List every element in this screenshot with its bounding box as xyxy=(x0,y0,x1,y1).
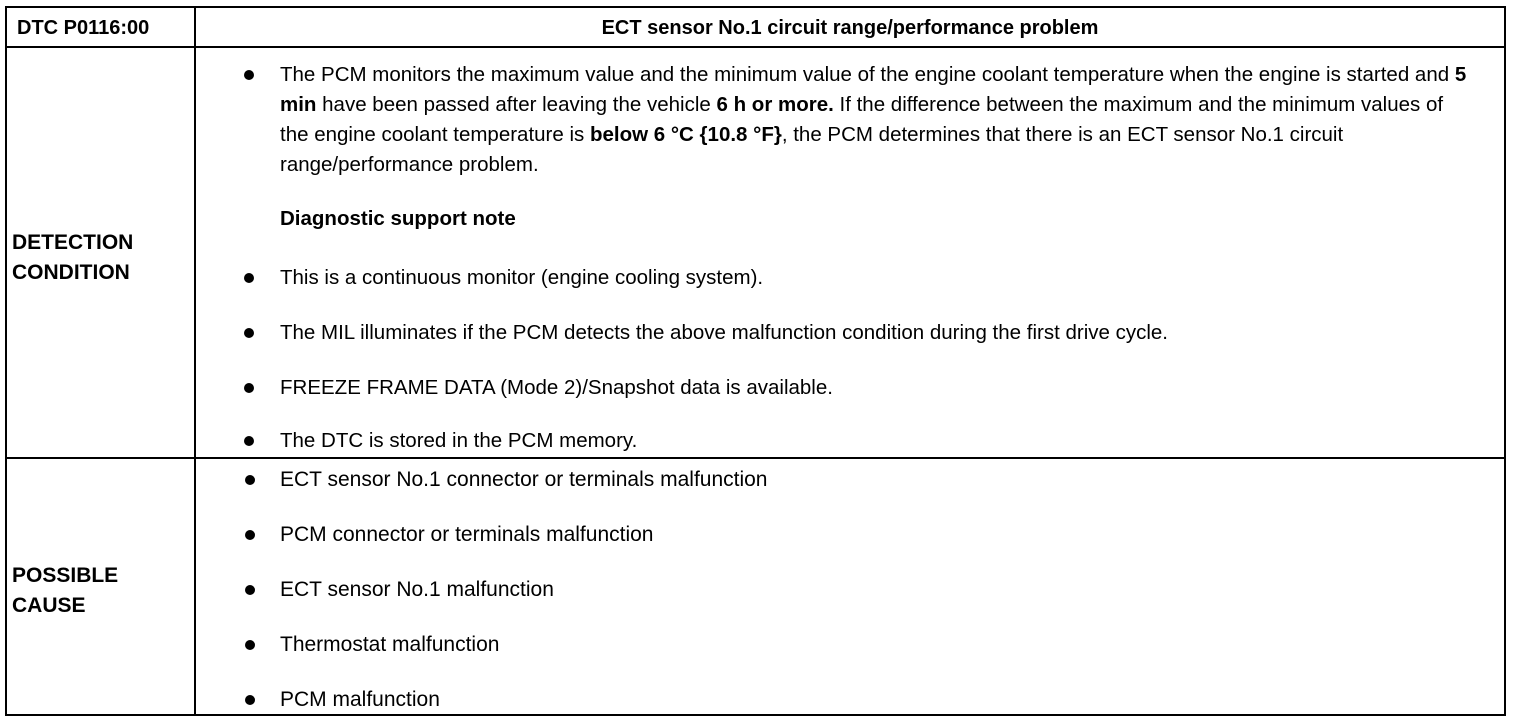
cause-label-line1: POSSIBLE xyxy=(12,564,119,587)
detection-label-cell xyxy=(7,48,196,457)
cause-item xyxy=(280,575,554,605)
cause-label xyxy=(12,561,118,621)
bullet-dot-icon xyxy=(244,70,254,80)
note-text: This is a continuous monitor (engine cooling system). xyxy=(280,266,764,289)
note-item xyxy=(280,426,1484,456)
main-text-bold-3: below 6 °C {10.8 °F} xyxy=(589,123,782,146)
bullet-dot-icon xyxy=(244,273,254,283)
detection-label xyxy=(12,228,133,288)
note-item xyxy=(280,318,1484,348)
dtc-title: ECT sensor No.1 circuit range/performance problem xyxy=(601,17,1099,39)
diagnostic-support-note-heading: Diagnostic support note xyxy=(280,207,516,230)
bullet-dot-icon xyxy=(245,585,255,595)
bullet-dot-icon xyxy=(245,640,255,650)
note-item xyxy=(280,263,1484,293)
cause-item xyxy=(280,685,440,715)
bullet-dot-icon xyxy=(244,328,254,338)
cause-item xyxy=(280,465,768,495)
note-text: The DTC is stored in the PCM memory. xyxy=(280,429,638,452)
main-text-part-4: , the PCM determines that there is an ECT sensor No.1 circuit range/performance problem. xyxy=(280,123,1344,176)
cause-text: ECT sensor No.1 connector or terminals malfunction xyxy=(280,468,768,491)
note-text: FREEZE FRAME DATA (Mode 2)/Snapshot data is available. xyxy=(280,376,833,399)
cause-label-cell xyxy=(7,459,196,714)
cause-text: PCM malfunction xyxy=(280,688,440,711)
dtc-code-cell xyxy=(7,8,196,46)
cause-text: ECT sensor No.1 malfunction xyxy=(280,578,554,601)
dtc-code: DTC P0116:00 xyxy=(17,17,150,39)
main-text-bold-1: 5 min xyxy=(280,63,1467,116)
note-item xyxy=(280,373,1484,403)
cause-item xyxy=(280,520,653,550)
dtc-title-cell xyxy=(196,8,1504,46)
cause-text: Thermostat malfunction xyxy=(280,633,500,656)
main-text-bold-2: 6 h or more. xyxy=(716,93,834,116)
cause-text: PCM connector or terminals malfunction xyxy=(280,523,654,546)
detection-content-cell xyxy=(196,48,1504,457)
cause-label-line2: CAUSE xyxy=(12,594,86,617)
bullet-dot-icon xyxy=(244,383,254,393)
detection-label-line2: CONDITION xyxy=(12,261,130,284)
possible-cause-row xyxy=(7,459,1504,714)
detection-label-line1: DETECTION xyxy=(12,231,134,254)
bullet-dot-icon xyxy=(245,475,255,485)
bullet-dot-icon xyxy=(245,530,255,540)
detection-condition-row xyxy=(7,48,1504,459)
header-row xyxy=(7,8,1504,48)
detection-main-bullet xyxy=(280,60,1476,180)
main-text-part-2: have been passed after leaving the vehicle xyxy=(316,93,717,116)
bullet-dot-icon xyxy=(244,436,254,446)
dtc-table xyxy=(5,6,1506,716)
note-text: The MIL illuminates if the PCM detects the above malfunction condition during the first drive cycle. xyxy=(280,321,1168,344)
bullet-dot-icon xyxy=(245,695,255,705)
cause-content-cell xyxy=(196,459,1504,714)
cause-item xyxy=(280,630,499,660)
main-text-part-1: The PCM monitors the maximum value and the minimum value of the engine coolant temperature when the engine is started and xyxy=(280,63,1455,86)
main-text-part-3: If the difference between the maximum and the minimum values of the engine coolant temperature is xyxy=(280,93,1444,146)
